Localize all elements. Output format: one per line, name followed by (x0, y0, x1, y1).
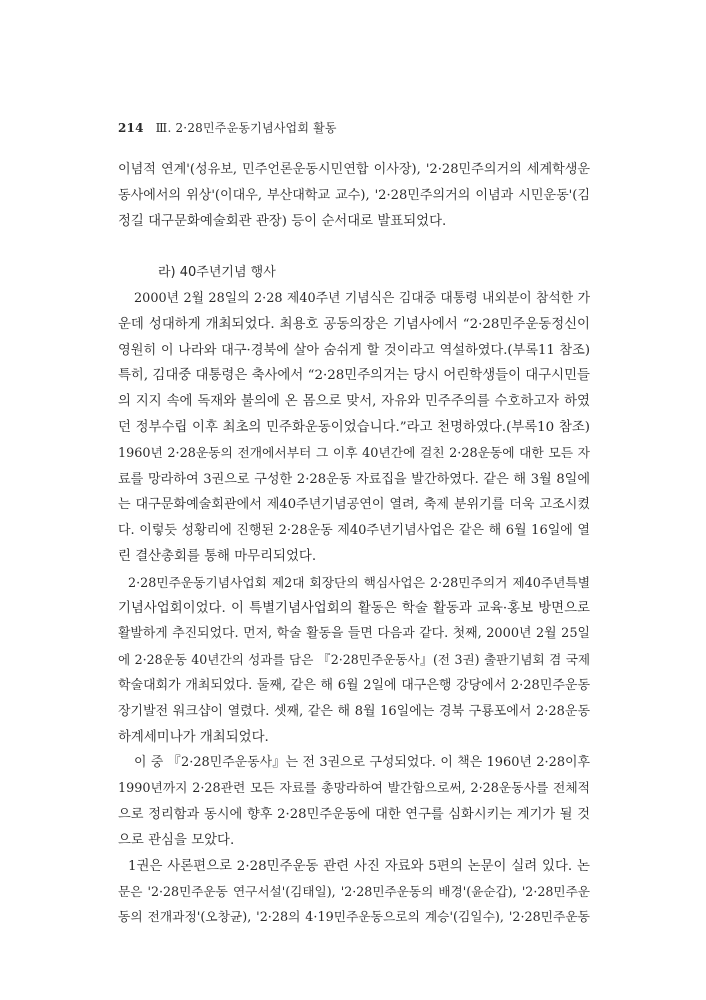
paragraph-1 (118, 157, 590, 234)
text-line: 으로 관심을 모았다. (118, 832, 235, 848)
text-line: 이 중 『2·28민주운동사』는 전 3권으로 구성되었다. 이 책은 1960년 2·28이후 (134, 755, 590, 771)
paragraph-4 (118, 750, 590, 853)
text-line: 학술대회가 개최되었다. 둘째, 같은 해 6월 2일에 대구은행 강당에서 2·28민주운동 (118, 677, 590, 693)
text-line: 하계세미나가 개최되었다. (118, 729, 269, 745)
text-line: 운데 성대하게 개최되었다. 최용호 공동의장은 기념사에서 “2·28민주운동정신이 (118, 316, 590, 332)
text-line: 1990년까지 2·28관련 모든 자료를 총망라하여 발간함으로써, 2·28운동사를 전체적 (118, 781, 590, 797)
paragraph-5 (118, 854, 590, 931)
body-text (118, 157, 590, 931)
text-line: 장기발전 워크샵이 열렸다. 셋째, 같은 해 8월 16일에는 경북 구룡포에서 2·28운동 (118, 703, 590, 719)
text-line: 동사에서의 위상'(이대우, 부산대학교 교수), '2·28민주의거의 이념과 시민운동'(김 (118, 187, 590, 203)
text-line: 이념적 연계'(성유보, 민주언론운동시민연합 이사장), '2·28민주의거의 세계학생운 (118, 162, 590, 177)
text-line: 문은 '2·28민주운동 연구서설'(김태일), '2·28민주운동의 배경'(윤순갑), '2·28민주운 (118, 884, 590, 900)
section-subheading: 라) 40주년기념 행사 (158, 265, 276, 281)
text-line: 던 정부수립 이후 최초의 민주화운동이었습니다.”라고 천명하였다.(부록10 참조) (118, 419, 590, 435)
text-line: 1권은 사론편으로 2·28민주운동 관련 사진 자료와 5편의 논문이 실려 있다. 논 (128, 858, 590, 874)
text-line: 정길 대구문화예술회관 관장) 등이 순서대로 발표되었다. (118, 213, 447, 229)
text-line: 린 결산총회를 통해 마무리되었다. (118, 548, 317, 564)
text-line: 2·28민주운동기념사업회 제2대 회장단의 핵심사업은 2·28민주의거 제40주년특별 (128, 574, 590, 590)
text-line: 는 대구문화예술회관에서 제40주년기념공연이 열려, 축제 분위기를 더욱 고조시켰 (118, 497, 590, 513)
text-line: 기념사업회이었다. 이 특별기념사업회의 활동은 학술 활동과 교육·홍보 방면으로 (118, 600, 590, 616)
paragraph-3 (118, 570, 590, 751)
text-line: 의 지지 속에 독재와 불의에 온 몸으로 맞서, 자유와 민주주의를 수호하고자 하였 (118, 394, 590, 410)
text-line: 동의 전개과정'(오창균), '2·28의 4·19민주운동으로의 계승'(김일수), '2·28민주운동 (118, 910, 590, 926)
text-line: 2000년 2월 28일의 2·28 제40주년 기념식은 김대중 대통령 내외분이 참석한 가 (134, 290, 590, 306)
text-line: 다. 이렇듯 성황리에 진행된 2·28운동 제40주년기념사업은 같은 해 6월 16일에 열 (118, 523, 590, 539)
paragraph-2 (118, 286, 590, 570)
page-number: 214 (118, 121, 144, 135)
section-title: Ⅲ. 2·28민주운동기념사업회 활동 (155, 121, 337, 135)
paragraph-spacer (118, 234, 590, 260)
text-line: 으로 정리함과 동시에 향후 2·28민주운동에 대한 연구를 심화시키는 계기가 될 것 (118, 806, 590, 822)
text-line: 특히, 김대중 대통령은 축사에서 “2·28민주의거는 당시 어린학생들이 대구시민들 (118, 368, 590, 384)
text-line: 에 2·28운동 40년간의 성과를 담은 『2·28민주운동사』(전 3권) 출판기념회 겸 국제 (118, 652, 590, 668)
running-header (118, 119, 337, 136)
text-line: 영원히 이 나라와 대구·경북에 살아 숨쉬게 할 것이라고 역설하였다.(부록11 참조) (118, 342, 590, 358)
text-line: 료를 망라하여 3권으로 구성한 2·28운동 자료집을 발간하였다. 같은 해 3월 8일에 (118, 471, 590, 487)
text-line: 활발하게 추진되었다. 먼저, 학술 활동을 들면 다음과 같다. 첫째, 2000년 2월 25일 (118, 626, 590, 642)
text-line: 1960년 2·28운동의 전개에서부터 그 이후 40년간에 걸친 2·28운동에 대한 모든 자 (118, 445, 590, 461)
